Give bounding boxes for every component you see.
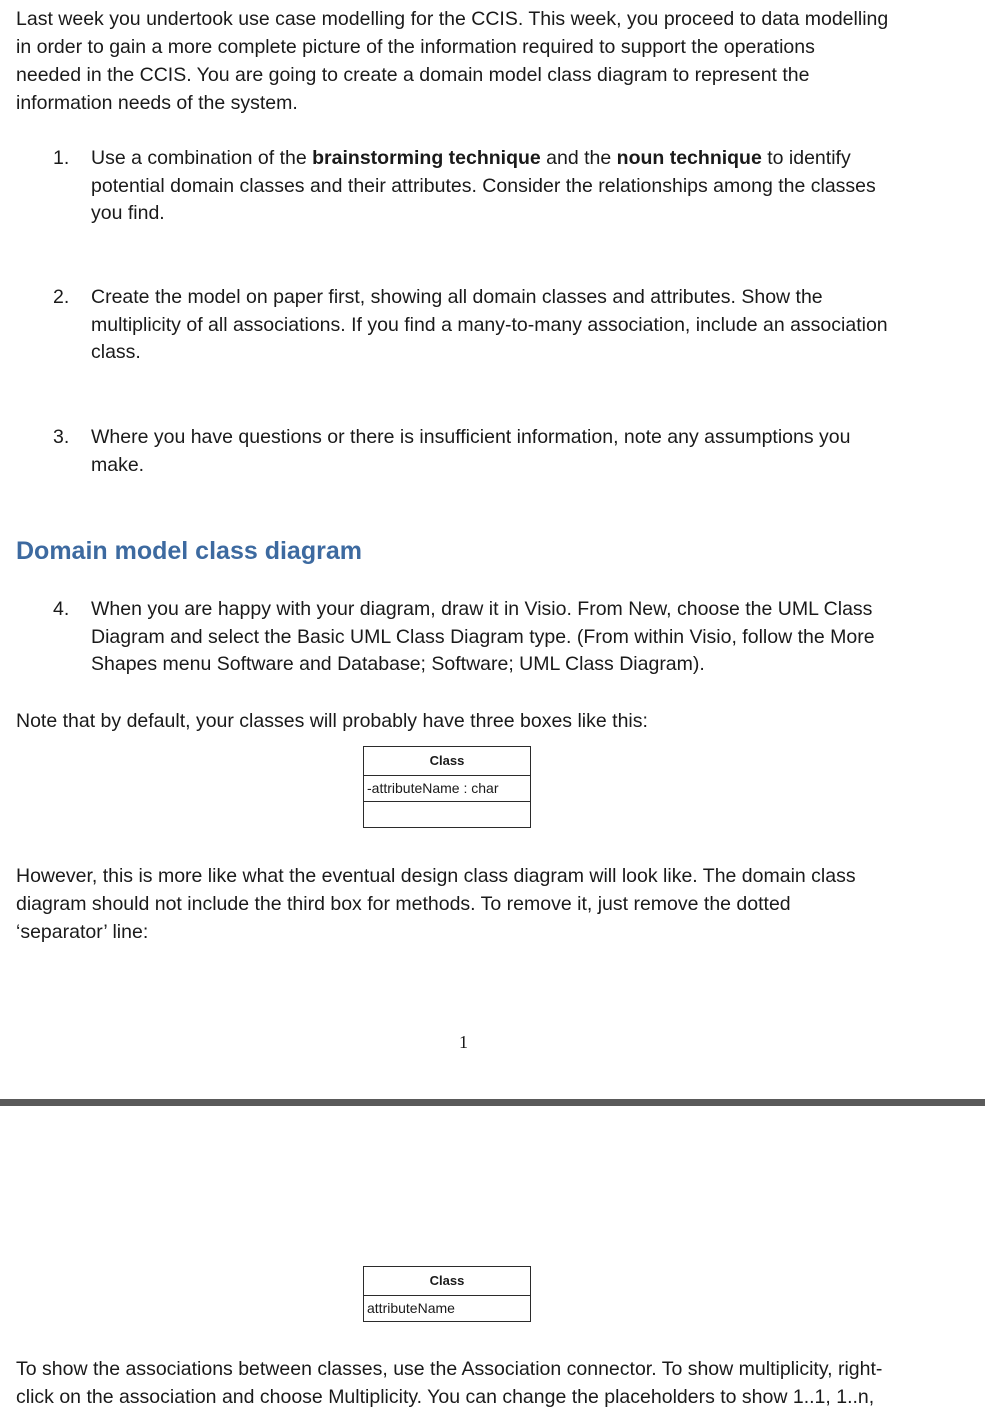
step-3-line-1: Where you have questions or there is insufficient information, note any assumptions you [91,426,851,448]
step-2-line-3: class. [91,341,141,363]
step-number: 4. [53,598,70,620]
uml-class-name: Class [364,1267,530,1296]
intro-line: needed in the CCIS. You are going to create a domain model class diagram to represent the [16,64,810,86]
step-1-line-2: potential domain classes and their attributes. Consider the relationships among the classes [91,174,876,197]
uml-class-two-compartments [363,1266,531,1322]
intro-line: in order to gain a more complete picture of the information required to support the operations [16,36,815,58]
intro-paragraph [16,5,888,117]
uml-class-attribute: attributeName [367,1300,455,1316]
note-paragraph: Note that by default, your classes will probably have three boxes like this: [16,710,648,732]
step-4-line-1: When you are happy with your diagram, draw it in Visio. From New, choose the UML Class [91,598,873,620]
section-heading: Domain model class diagram [16,537,362,565]
step-1-line-3: you find. [91,202,165,224]
step-number: 3. [53,426,70,448]
uml-class-methods-compartment [364,802,530,827]
noun-technique-term: noun technique [616,147,762,169]
step-number: 2. [53,286,70,308]
page-break-divider [0,1099,985,1106]
brainstorming-technique-term: brainstorming technique [312,147,541,169]
step-2-line-2: multiplicity of all associations. If you find a many-to-many association, include an association [91,313,888,336]
uml-class-attribute: -attributeName : char [364,776,530,802]
uml-class-name: Class [364,747,530,776]
step-3-line-2: make. [91,453,145,476]
however-paragraph: However, this is more like what the eventual design class diagram will look like. The domain class diagram should not include the third box for methods. To remove it, just remove the dotted ‘separator’ line: [16,865,856,943]
page-number: 1 [459,1032,468,1052]
step-1-line-1: Use a combination of the brainstorming technique and the noun technique to identify [91,147,851,169]
uml-class-three-compartments [363,746,531,828]
step-number: 1. [53,147,70,169]
step-4-line-3: Shapes menu Software and Database; Software; UML Class Diagram). [91,653,705,675]
associations-paragraph: To show the associations between classes, use the Association connector. To show multiplicity, right- click on the association and choose Multiplicity. You can change the placeholders to show 1..1, 1..n, [16,1358,883,1408]
intro-line: information needs of the system. [16,92,298,114]
step-4-line-2: Diagram and select the Basic UML Class Diagram type. (From within Visio, follow the More [91,625,875,648]
intro-line: Last week you undertook use case modelling for the CCIS. This week, you proceed to data modelling [16,8,889,30]
step-2-line-1: Create the model on paper first, showing all domain classes and attributes. Show the [91,286,823,308]
